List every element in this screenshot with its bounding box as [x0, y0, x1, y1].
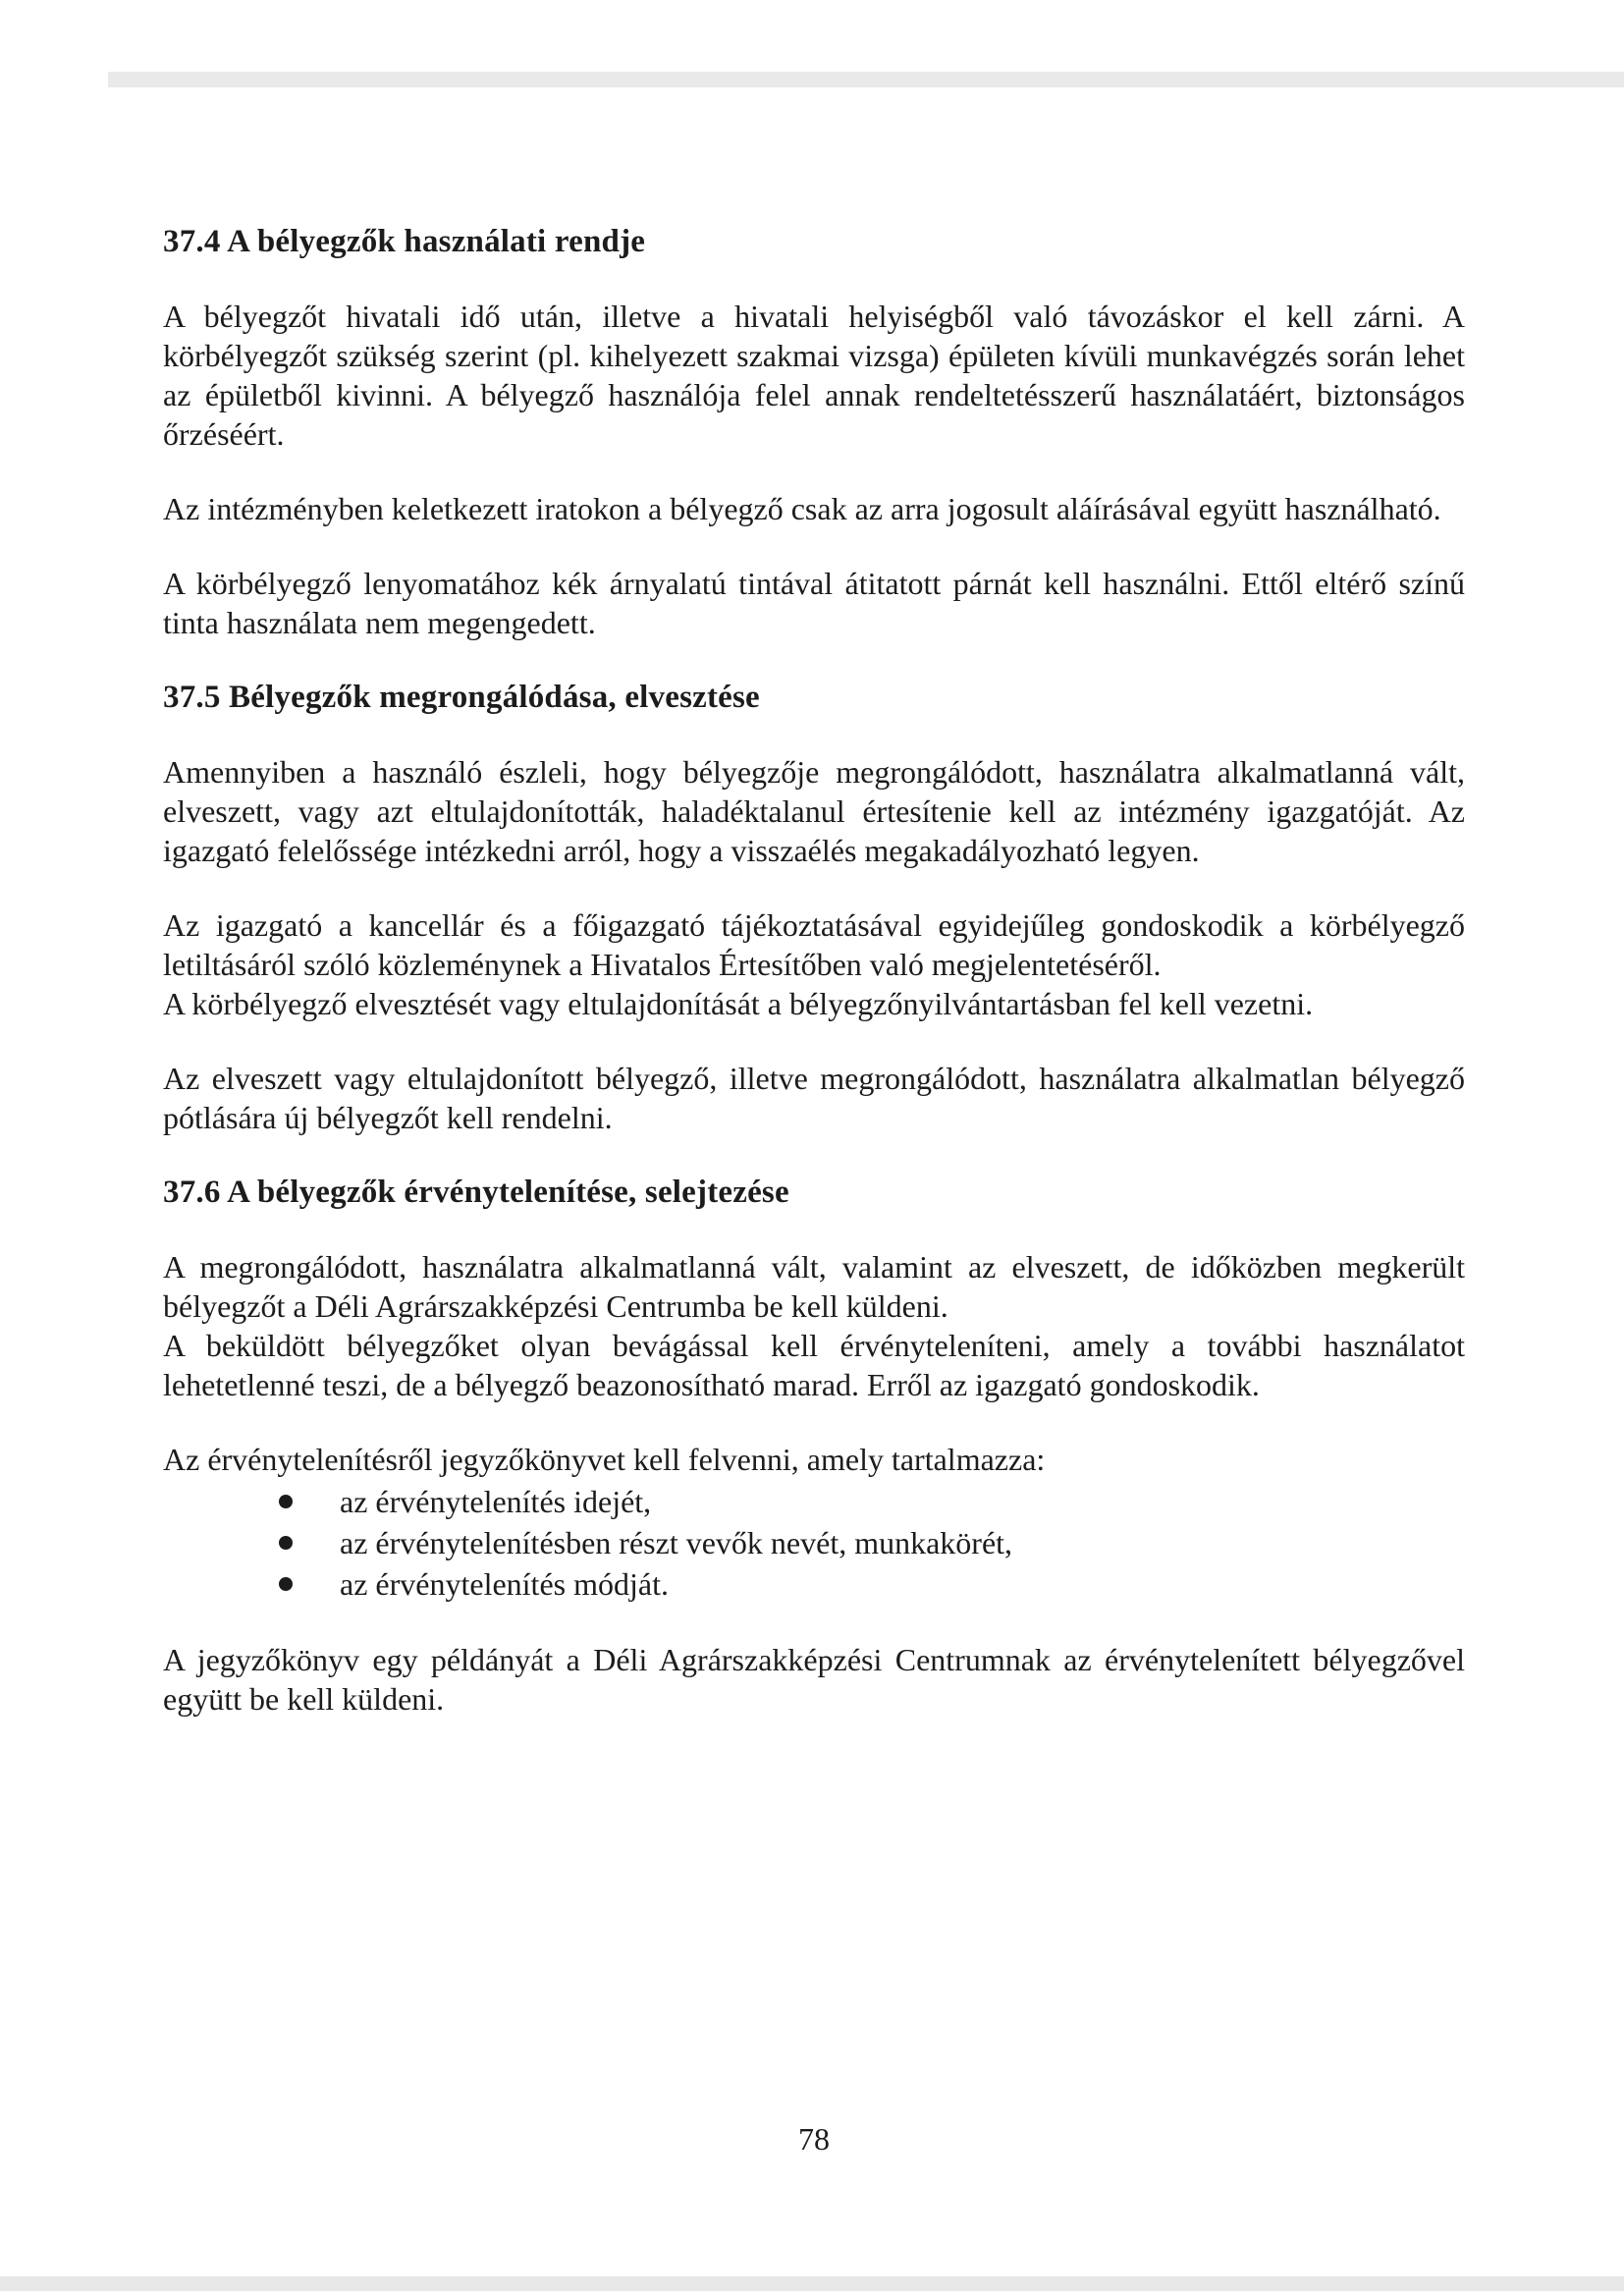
- scan-artifact-top: [108, 72, 1624, 87]
- paragraph-block: [163, 1247, 1465, 1404]
- list-item: [163, 1481, 1465, 1522]
- bullet-icon: [279, 1577, 293, 1591]
- paragraph: A körbélyegző lenyomatához kék árnyalatú tintával átitatott párnát kell használni. Ettől eltérő színű tinta használata nem megengedett.: [163, 566, 1465, 640]
- paragraph-block: [163, 1640, 1465, 1719]
- section-heading: 37.4 A bélyegzők használati rendje: [163, 224, 646, 259]
- paragraph: Az érvénytelenítésről jegyzőkönyvet kell felvenni, amely tartalmazza:: [163, 1442, 1046, 1477]
- section-37-4: [163, 222, 1465, 642]
- section-heading: 37.6 A bélyegzők érvénytelenítése, selejtezése: [163, 1175, 789, 1210]
- paragraph: A jegyzőkönyv egy példányát a Déli Agrárszakképzési Centrumnak az érvénytelenített bélyegzővel együtt be kell küldeni.: [163, 1642, 1465, 1717]
- bullet-icon: [279, 1536, 293, 1550]
- section-37-5: [163, 678, 1465, 1137]
- paragraph: Amennyiben a használó észleli, hogy bélyegzője megrongálódott, használatra alkalmatlanná vált, elveszett, vagy azt eltulajdonították, haladéktalanul értesítenie kell az intézmény igazgatóját. Az igazgató felelőssége intézkedni arról, hogy a visszaélés megakadályozható legyen.: [163, 754, 1465, 868]
- section-heading: 37.5 Bélyegzők megrongálódása, elvesztése: [163, 680, 760, 715]
- paragraph: A körbélyegző elvesztését vagy eltulajdonítását a bélyegzőnyilvántartásban fel kell vezetni.: [163, 986, 1314, 1021]
- paragraph: Az elveszett vagy eltulajdonított bélyegző, illetve megrongálódott, használatra alkalmatlan bélyegző pótlására új bélyegzőt kell rendelni.: [163, 1061, 1465, 1135]
- paragraph: A beküldött bélyegzőket olyan bevágással kell érvényteleníteni, amely a további használatot lehetetlenné teszi, de a bélyegző beazonosítható marad. Erről az igazgató gondoskodik.: [163, 1328, 1465, 1402]
- paragraph: A bélyegzőt hivatali idő után, illetve a hivatali helyiségből való távozáskor el kell zárni. A körbélyegzőt szükség szerint (pl. kihelyezett szakmai vizsga) épületen kívüli munkavégzés során lehet az épületből kivinni. A bélyegző használója felel annak rendeltetésszerű használatáért, biztonságos őrzéséért.: [163, 299, 1465, 452]
- paragraph-block: [163, 1059, 1465, 1137]
- paragraph-block: [163, 1440, 1465, 1479]
- list-item-text: az érvénytelenítés módját.: [340, 1566, 669, 1602]
- bullet-icon: [279, 1495, 293, 1508]
- list-item-text: az érvénytelenítés idejét,: [340, 1484, 652, 1519]
- document-body: [163, 222, 1465, 1754]
- list-item: [163, 1563, 1465, 1605]
- paragraph-block: [163, 905, 1465, 1023]
- paragraph: Az intézményben keletkezett iratokon a bélyegző csak az arra jogosult aláírásával együtt használható.: [163, 491, 1441, 526]
- paragraph-block: [163, 564, 1465, 642]
- paragraph-block: [163, 297, 1465, 454]
- list-item-text: az érvénytelenítésben részt vevők nevét, munkakörét,: [340, 1525, 1013, 1560]
- bullet-list: [163, 1481, 1465, 1605]
- paragraph-block: [163, 489, 1465, 528]
- scan-artifact-bottom: [0, 2276, 1624, 2291]
- page-number: 78: [798, 2121, 830, 2157]
- section-37-6: [163, 1173, 1465, 1719]
- paragraph-block: [163, 752, 1465, 870]
- paragraph: Az igazgató a kancellár és a főigazgató tájékoztatásával egyidejűleg gondoskodik a körbélyegző letiltásáról szóló közleménynek a Hivatalos Értesítőben való megjelentetéséről.: [163, 907, 1465, 982]
- paragraph: A megrongálódott, használatra alkalmatlanná vált, valamint az elveszett, de időközben megkerült bélyegzőt a Déli Agrárszakképzési Centrumba be kell küldeni.: [163, 1249, 1465, 1324]
- list-item: [163, 1522, 1465, 1563]
